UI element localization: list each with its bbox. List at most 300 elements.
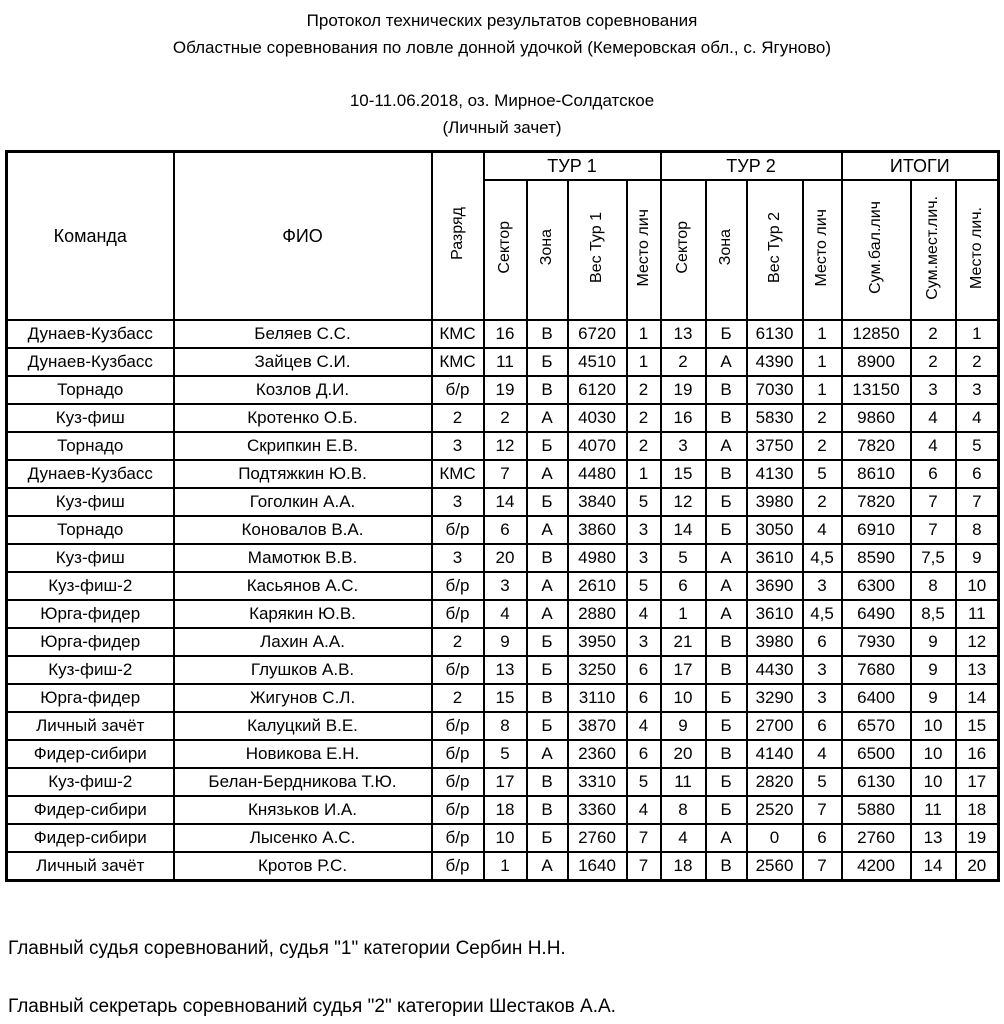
column-header-name: ФИО — [174, 152, 432, 321]
cell-t1-sector: 15 — [484, 684, 527, 712]
cell-sum-points: 8610 — [842, 460, 911, 488]
cell-t2-sector: 8 — [661, 796, 706, 824]
cell-t1-weight: 2360 — [568, 740, 627, 768]
column-header-final-place — [956, 180, 999, 320]
cell-t2-sector: 21 — [661, 628, 706, 656]
cell-t1-place: 2 — [627, 404, 661, 432]
cell-t2-weight: 4140 — [747, 740, 803, 768]
column-header-t1-zone — [527, 180, 568, 320]
cell-t2-zone: В — [706, 376, 747, 404]
cell-name: Мамотюк В.В. — [174, 544, 432, 572]
cell-t2-place: 6 — [803, 824, 842, 852]
cell-final-place: 12 — [956, 628, 999, 656]
table-row — [7, 544, 999, 572]
table-row — [7, 516, 999, 544]
cell-t1-place: 1 — [627, 460, 661, 488]
cell-t1-place: 4 — [627, 712, 661, 740]
cell-sum-places: 2 — [911, 320, 956, 348]
cell-sum-points: 7680 — [842, 656, 911, 684]
cell-rank: 2 — [432, 684, 484, 712]
cell-team: Дунаев-Кузбасс — [7, 320, 174, 348]
cell-t1-zone: Б — [527, 488, 568, 516]
cell-t1-sector: 4 — [484, 600, 527, 628]
cell-name: Зайцев С.И. — [174, 348, 432, 376]
cell-t2-sector: 19 — [661, 376, 706, 404]
cell-sum-places: 3 — [911, 376, 956, 404]
cell-team: Фидер-сибири — [7, 796, 174, 824]
cell-t1-weight: 2610 — [568, 572, 627, 600]
column-header-t2-zone — [706, 180, 747, 320]
cell-sum-points: 8900 — [842, 348, 911, 376]
column-header-team: Команда — [7, 152, 174, 321]
cell-t1-zone: А — [527, 404, 568, 432]
cell-sum-places: 9 — [911, 656, 956, 684]
cell-team: Куз-фиш — [7, 544, 174, 572]
cell-t1-zone: А — [527, 852, 568, 881]
t1-place-label: Место лич — [634, 208, 652, 287]
cell-final-place: 20 — [956, 852, 999, 881]
cell-sum-places: 8,5 — [911, 600, 956, 628]
cell-sum-points: 7820 — [842, 488, 911, 516]
cell-final-place: 14 — [956, 684, 999, 712]
cell-t1-weight: 3110 — [568, 684, 627, 712]
t2-zone-label: Зона — [717, 229, 735, 266]
group-header-totals: ИТОГИ — [842, 152, 999, 181]
cell-t1-weight: 3250 — [568, 656, 627, 684]
cell-t1-sector: 6 — [484, 516, 527, 544]
title-line-4: (Личный зачет) — [442, 118, 562, 137]
cell-t1-sector: 2 — [484, 404, 527, 432]
cell-t2-weight: 3980 — [747, 628, 803, 656]
cell-t2-weight: 4390 — [747, 348, 803, 376]
cell-team: Торнадо — [7, 516, 174, 544]
cell-t1-place: 4 — [627, 796, 661, 824]
cell-t1-zone: Б — [527, 628, 568, 656]
cell-t2-sector: 17 — [661, 656, 706, 684]
cell-t2-weight: 6130 — [747, 320, 803, 348]
cell-t2-sector: 11 — [661, 768, 706, 796]
cell-name: Беляев С.С. — [174, 320, 432, 348]
cell-t2-place: 6 — [803, 712, 842, 740]
cell-t2-place: 1 — [803, 348, 842, 376]
cell-t1-sector: 19 — [484, 376, 527, 404]
cell-t2-zone: В — [706, 628, 747, 656]
sum-places-label: Сум.мест.лич. — [924, 195, 942, 300]
cell-sum-places: 4 — [911, 432, 956, 460]
table-row — [7, 656, 999, 684]
cell-t2-sector: 13 — [661, 320, 706, 348]
cell-t2-place: 3 — [803, 684, 842, 712]
cell-final-place: 8 — [956, 516, 999, 544]
cell-t2-place: 1 — [803, 320, 842, 348]
cell-sum-places: 6 — [911, 460, 956, 488]
t2-sector-label: Сектор — [674, 221, 692, 274]
cell-t1-place: 4 — [627, 600, 661, 628]
cell-t1-weight: 4480 — [568, 460, 627, 488]
cell-t2-zone: Б — [706, 320, 747, 348]
cell-t2-place: 4,5 — [803, 544, 842, 572]
cell-t2-sector: 15 — [661, 460, 706, 488]
chief-secretary-line: Главный секретарь соревнований судья "2" категории Шестаков А.А. — [8, 996, 616, 1017]
cell-t1-place: 5 — [627, 572, 661, 600]
cell-t1-weight: 2880 — [568, 600, 627, 628]
table-row — [7, 404, 999, 432]
cell-t2-place: 6 — [803, 628, 842, 656]
cell-t1-zone: В — [527, 544, 568, 572]
cell-team: Куз-фиш — [7, 488, 174, 516]
cell-t2-place: 7 — [803, 852, 842, 881]
cell-sum-places: 10 — [911, 768, 956, 796]
title-line-3: 10-11.06.2018, оз. Мирное-Солдатское — [349, 91, 655, 110]
table-row — [7, 376, 999, 404]
cell-sum-points: 6130 — [842, 768, 911, 796]
cell-final-place: 16 — [956, 740, 999, 768]
cell-sum-places: 14 — [911, 852, 956, 881]
results-table — [5, 150, 1000, 882]
cell-sum-points: 6500 — [842, 740, 911, 768]
cell-t2-zone: В — [706, 656, 747, 684]
cell-t2-place: 4 — [803, 740, 842, 768]
cell-t2-zone: Б — [706, 712, 747, 740]
cell-sum-points: 6400 — [842, 684, 911, 712]
cell-name: Карякин Ю.В. — [174, 600, 432, 628]
cell-rank: б/р — [432, 712, 484, 740]
cell-rank: б/р — [432, 852, 484, 881]
cell-t2-zone: Б — [706, 516, 747, 544]
cell-t2-sector: 4 — [661, 824, 706, 852]
cell-t2-zone: В — [706, 460, 747, 488]
cell-sum-points: 5880 — [842, 796, 911, 824]
cell-sum-points: 6910 — [842, 516, 911, 544]
table-row — [7, 712, 999, 740]
cell-t1-weight: 3840 — [568, 488, 627, 516]
cell-t2-zone: В — [706, 852, 747, 881]
cell-t2-place: 4,5 — [803, 600, 842, 628]
cell-final-place: 6 — [956, 460, 999, 488]
cell-team: Фидер-сибири — [7, 824, 174, 852]
title-line-1: Протокол технических результатов соревнования — [306, 11, 698, 30]
cell-team: Фидер-сибири — [7, 740, 174, 768]
cell-t2-weight: 0 — [747, 824, 803, 852]
cell-sum-points: 2760 — [842, 824, 911, 852]
cell-t2-zone: Б — [706, 488, 747, 516]
table-row — [7, 320, 999, 348]
cell-team: Дунаев-Кузбасс — [7, 460, 174, 488]
t2-place-label: Место лич — [813, 208, 831, 287]
cell-final-place: 10 — [956, 572, 999, 600]
final-place-label: Место лич. — [967, 206, 985, 289]
cell-t1-zone: А — [527, 740, 568, 768]
cell-name: Кротов Р.С. — [174, 852, 432, 881]
cell-t1-weight: 3870 — [568, 712, 627, 740]
cell-t2-weight: 3610 — [747, 544, 803, 572]
cell-t2-weight: 3050 — [747, 516, 803, 544]
cell-rank: б/р — [432, 516, 484, 544]
cell-rank: КМС — [432, 320, 484, 348]
cell-rank: 2 — [432, 404, 484, 432]
column-header-sum-points — [842, 180, 911, 320]
cell-sum-points: 6570 — [842, 712, 911, 740]
table-row — [7, 572, 999, 600]
cell-final-place: 15 — [956, 712, 999, 740]
cell-t1-sector: 10 — [484, 824, 527, 852]
cell-t2-sector: 20 — [661, 740, 706, 768]
cell-sum-places: 4 — [911, 404, 956, 432]
title-line-2: Областные соревнования по ловле донной удочкой (Кемеровская обл., с. Ягуново) — [172, 38, 832, 57]
cell-rank: б/р — [432, 656, 484, 684]
cell-t1-place: 7 — [627, 852, 661, 881]
cell-sum-places: 10 — [911, 712, 956, 740]
cell-t2-weight: 5830 — [747, 404, 803, 432]
cell-team: Личный зачёт — [7, 852, 174, 881]
t2-weight-label: Вес Тур 2 — [765, 212, 783, 283]
cell-sum-points: 6300 — [842, 572, 911, 600]
cell-t2-sector: 1 — [661, 600, 706, 628]
cell-sum-points: 9860 — [842, 404, 911, 432]
title-spacer — [0, 61, 1004, 87]
cell-sum-points: 12850 — [842, 320, 911, 348]
cell-t1-weight: 2760 — [568, 824, 627, 852]
cell-t1-sector: 9 — [484, 628, 527, 656]
cell-t2-sector: 6 — [661, 572, 706, 600]
cell-team: Куз-фиш — [7, 404, 174, 432]
cell-t2-zone: А — [706, 572, 747, 600]
cell-t1-zone: А — [527, 516, 568, 544]
cell-t1-zone: В — [527, 768, 568, 796]
cell-rank: б/р — [432, 740, 484, 768]
cell-t2-zone: Б — [706, 796, 747, 824]
cell-t2-zone: А — [706, 348, 747, 376]
cell-name: Козлов Д.И. — [174, 376, 432, 404]
cell-t2-place: 2 — [803, 404, 842, 432]
t1-zone-label: Зона — [538, 229, 555, 266]
cell-t2-weight: 2560 — [747, 852, 803, 881]
signature-block — [8, 938, 1004, 1018]
cell-t1-zone: А — [527, 460, 568, 488]
cell-rank: 3 — [432, 488, 484, 516]
cell-t1-place: 3 — [627, 516, 661, 544]
cell-t2-weight: 3980 — [747, 488, 803, 516]
cell-t1-sector: 20 — [484, 544, 527, 572]
cell-sum-places: 9 — [911, 628, 956, 656]
cell-team: Юрга-фидер — [7, 684, 174, 712]
cell-sum-places: 11 — [911, 796, 956, 824]
cell-t2-weight: 2520 — [747, 796, 803, 824]
table-row — [7, 488, 999, 516]
cell-final-place: 13 — [956, 656, 999, 684]
cell-t1-zone: Б — [527, 656, 568, 684]
cell-t1-zone: А — [527, 572, 568, 600]
cell-t1-zone: А — [527, 600, 568, 628]
cell-t1-place: 5 — [627, 768, 661, 796]
cell-t2-sector: 18 — [661, 852, 706, 881]
cell-sum-places: 7 — [911, 488, 956, 516]
cell-final-place: 3 — [956, 376, 999, 404]
cell-t2-sector: 2 — [661, 348, 706, 376]
cell-t2-zone: Б — [706, 684, 747, 712]
cell-rank: 3 — [432, 544, 484, 572]
cell-name: Белан-Бердникова Т.Ю. — [174, 768, 432, 796]
table-row — [7, 852, 999, 881]
table-row — [7, 460, 999, 488]
table-row — [7, 740, 999, 768]
cell-t2-zone: А — [706, 824, 747, 852]
cell-t1-place: 3 — [627, 544, 661, 572]
cell-t1-weight: 3860 — [568, 516, 627, 544]
cell-final-place: 17 — [956, 768, 999, 796]
column-header-rank-label: Разряд — [448, 207, 466, 260]
cell-t1-zone: В — [527, 796, 568, 824]
column-header-t2-place — [803, 180, 842, 320]
cell-t1-place: 5 — [627, 488, 661, 516]
column-header-t2-weight — [747, 180, 803, 320]
cell-final-place: 19 — [956, 824, 999, 852]
cell-team: Куз-фиш-2 — [7, 656, 174, 684]
cell-t2-weight: 7030 — [747, 376, 803, 404]
cell-t2-zone: Б — [706, 768, 747, 796]
cell-final-place: 1 — [956, 320, 999, 348]
cell-t1-sector: 1 — [484, 852, 527, 881]
cell-rank: б/р — [432, 600, 484, 628]
column-header-t1-place — [627, 180, 661, 320]
cell-t1-weight: 6120 — [568, 376, 627, 404]
cell-final-place: 11 — [956, 600, 999, 628]
cell-name: Подтяжкин Ю.В. — [174, 460, 432, 488]
cell-name: Касьянов А.С. — [174, 572, 432, 600]
table-row — [7, 824, 999, 852]
cell-name: Калуцкий В.Е. — [174, 712, 432, 740]
cell-t2-sector: 12 — [661, 488, 706, 516]
cell-team: Торнадо — [7, 432, 174, 460]
cell-t2-zone: В — [706, 404, 747, 432]
cell-sum-places: 10 — [911, 740, 956, 768]
cell-sum-points: 7820 — [842, 432, 911, 460]
t1-weight-label: Вес Тур 1 — [588, 212, 605, 283]
cell-t1-place: 2 — [627, 432, 661, 460]
document-header — [0, 0, 1004, 141]
cell-name: Лысенко А.С. — [174, 824, 432, 852]
cell-team: Личный зачёт — [7, 712, 174, 740]
cell-t1-place: 6 — [627, 656, 661, 684]
cell-t2-sector: 5 — [661, 544, 706, 572]
results-body — [7, 320, 999, 881]
cell-rank: 3 — [432, 432, 484, 460]
column-header-t1-weight — [568, 180, 627, 320]
cell-t2-zone: В — [706, 740, 747, 768]
t1-sector-label: Сектор — [496, 221, 513, 274]
table-row — [7, 768, 999, 796]
cell-t1-zone: В — [527, 684, 568, 712]
cell-t1-sector: 12 — [484, 432, 527, 460]
cell-t1-weight: 3950 — [568, 628, 627, 656]
cell-t1-zone: Б — [527, 712, 568, 740]
cell-t1-sector: 14 — [484, 488, 527, 516]
cell-t2-weight: 2820 — [747, 768, 803, 796]
cell-t2-sector: 10 — [661, 684, 706, 712]
cell-t1-place: 6 — [627, 740, 661, 768]
cell-t2-place: 2 — [803, 432, 842, 460]
cell-t1-place: 6 — [627, 684, 661, 712]
column-header-t1-sector — [484, 180, 527, 320]
cell-final-place: 5 — [956, 432, 999, 460]
cell-t1-weight: 1640 — [568, 852, 627, 881]
cell-t1-sector: 13 — [484, 656, 527, 684]
cell-final-place: 2 — [956, 348, 999, 376]
cell-t1-weight: 4030 — [568, 404, 627, 432]
cell-name: Скрипкин Е.В. — [174, 432, 432, 460]
cell-sum-points: 6490 — [842, 600, 911, 628]
column-header-sum-places — [911, 180, 956, 320]
cell-sum-points: 7930 — [842, 628, 911, 656]
cell-t2-weight: 2700 — [747, 712, 803, 740]
cell-name: Гоголкин А.А. — [174, 488, 432, 516]
cell-t1-weight: 4980 — [568, 544, 627, 572]
cell-final-place: 7 — [956, 488, 999, 516]
cell-rank: б/р — [432, 768, 484, 796]
cell-t2-sector: 16 — [661, 404, 706, 432]
table-row — [7, 348, 999, 376]
cell-sum-places: 13 — [911, 824, 956, 852]
cell-t1-sector: 18 — [484, 796, 527, 824]
cell-t2-place: 4 — [803, 516, 842, 544]
cell-t1-place: 3 — [627, 628, 661, 656]
table-row — [7, 684, 999, 712]
cell-t1-zone: В — [527, 320, 568, 348]
cell-t2-place: 1 — [803, 376, 842, 404]
cell-t1-weight: 3310 — [568, 768, 627, 796]
cell-team: Юрга-фидер — [7, 600, 174, 628]
cell-t2-place: 5 — [803, 768, 842, 796]
cell-t1-zone: В — [527, 376, 568, 404]
cell-rank: б/р — [432, 376, 484, 404]
cell-name: Новикова Е.Н. — [174, 740, 432, 768]
cell-t2-place: 7 — [803, 796, 842, 824]
group-header-tour2: ТУР 2 — [661, 152, 842, 181]
cell-t1-sector: 16 — [484, 320, 527, 348]
chief-judge-line: Главный судья соревнований, судья "1" категории Сербин Н.Н. — [8, 938, 566, 959]
cell-team: Торнадо — [7, 376, 174, 404]
cell-sum-places: 2 — [911, 348, 956, 376]
cell-team: Куз-фиш-2 — [7, 768, 174, 796]
cell-rank: 2 — [432, 628, 484, 656]
cell-name: Жигунов С.Л. — [174, 684, 432, 712]
cell-name: Лахин А.А. — [174, 628, 432, 656]
cell-t2-place: 2 — [803, 488, 842, 516]
column-header-t2-sector — [661, 180, 706, 320]
cell-sum-places: 7,5 — [911, 544, 956, 572]
cell-t2-weight: 3610 — [747, 600, 803, 628]
cell-t2-weight: 3290 — [747, 684, 803, 712]
cell-t1-zone: Б — [527, 432, 568, 460]
cell-t2-place: 5 — [803, 460, 842, 488]
cell-t1-sector: 8 — [484, 712, 527, 740]
cell-t1-place: 2 — [627, 376, 661, 404]
cell-t2-sector: 3 — [661, 432, 706, 460]
cell-t2-weight: 4130 — [747, 460, 803, 488]
cell-name: Кротенко О.Б. — [174, 404, 432, 432]
cell-t1-place: 7 — [627, 824, 661, 852]
cell-t2-weight: 3690 — [747, 572, 803, 600]
cell-t2-weight: 3750 — [747, 432, 803, 460]
cell-rank: КМС — [432, 460, 484, 488]
cell-t2-zone: А — [706, 544, 747, 572]
cell-final-place: 4 — [956, 404, 999, 432]
cell-t1-zone: Б — [527, 348, 568, 376]
cell-sum-places: 7 — [911, 516, 956, 544]
cell-t1-weight: 6720 — [568, 320, 627, 348]
table-row — [7, 600, 999, 628]
cell-name: Князьков И.А. — [174, 796, 432, 824]
